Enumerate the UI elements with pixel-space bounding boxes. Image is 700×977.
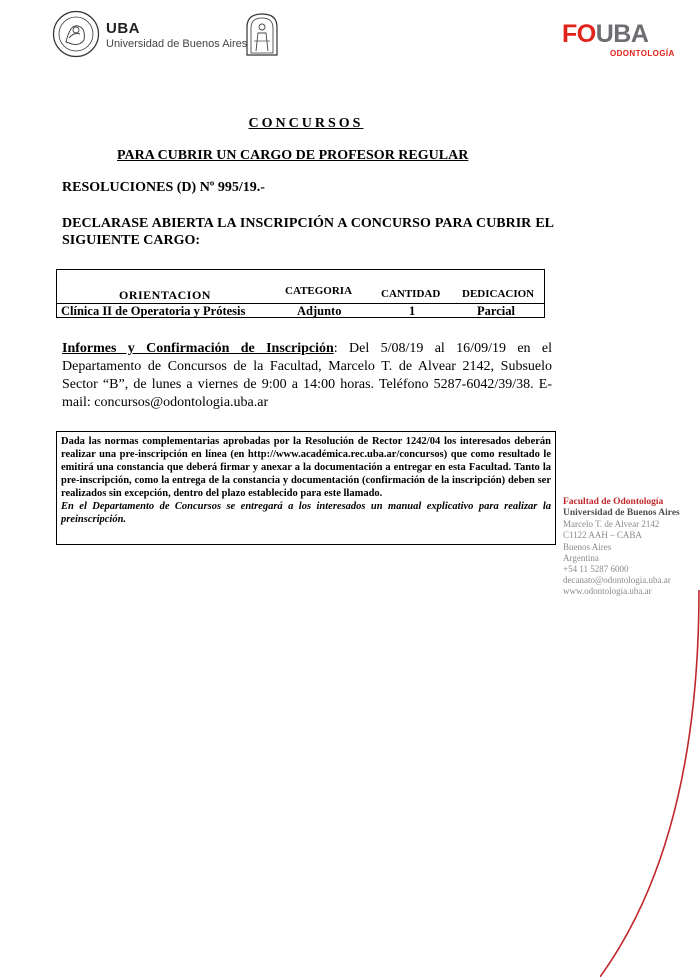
position-table (56, 269, 545, 318)
fo-logo-fo: FO (562, 20, 596, 48)
document-title: CONCURSOS (248, 116, 364, 131)
cell-dedicacion: Parcial (477, 304, 515, 318)
cell-cantidad: 1 (409, 304, 416, 318)
uba-seal-icon (52, 10, 100, 58)
address-city: Buenos Aires (563, 542, 612, 552)
address-street: Marcelo T. de Alvear 2142 (563, 519, 660, 529)
uba-subtitle: Universidad de Buenos Aires (106, 38, 248, 50)
header-orientacion: ORIENTACION (119, 288, 211, 302)
document-subtitle: PARA CUBRIR UN CARGO DE PROFESOR REGULAR (117, 148, 469, 163)
address-universidad: Universidad de Buenos Aires (563, 508, 680, 518)
informes-label: Informes y Confirmación de Inscripción (62, 341, 334, 356)
declaration-text: DECLARASE ABIERTA LA INSCRIPCIÓN A CONCURSO PARA CUBRIR EL SIGUIENTE CARGO: (62, 216, 554, 248)
address-country: Argentina (563, 553, 599, 563)
informes-text: : Del 5/08/19 al 16/09/19 en el Departamento de Concursos de la Facultad, Marcelo T. de Alvear 2142, Subsuelo Sector “B”, de lunes a viernes de 9:00 a 14:00 horas. Teléfono 5287-6042/39/38. E-mail: concursos@odontologia.uba.ar (62, 341, 552, 410)
faculty-emblem-icon (244, 11, 280, 57)
address-facultad: Facultad de Odontología (563, 497, 664, 507)
address-email[interactable]: decanato@odontologia.uba.ar (563, 575, 671, 585)
address-postal: C1122 AAH – CABA (563, 530, 642, 540)
uba-name: UBA (106, 20, 140, 37)
notice-box (56, 431, 556, 545)
informes-paragraph (62, 340, 552, 412)
fo-logo-uba: UBA (595, 20, 649, 48)
decorative-curve (600, 590, 700, 977)
resolution-number: RESOLUCIONES (D) Nº 995/19.- (62, 180, 265, 195)
address-phone: +54 11 5287 6000 (563, 564, 629, 574)
notice-text: Dada las normas complementarias aprobadas por la Resolución de Rector 1242/04 los interesados deberán realizar una pre-inscripción en línea (en http://www.académica.rec.uba.ar/concursos) que como resultado le emitirá una constancia que deberá firmar y anexar a la documentación a entregar en esta Facultad. Tanto la pre-inscripción, como la entrega de la constancia y documentación (confirmación de la inscripción) deben ser realizados sin excepción, dentro del plazo establecido para este llamado. (61, 436, 551, 499)
fo-logo-subtitle: ODONTOLOGÍA (610, 49, 675, 58)
fo-uba-logo (562, 22, 648, 47)
header-dedicacion: DEDICACION (462, 288, 535, 300)
cell-categoria: Adjunto (297, 304, 342, 318)
address-web[interactable]: www.odontologia.uba.ar (563, 586, 652, 596)
header-cantidad: CANTIDAD (381, 288, 441, 300)
header-categoria: CATEGORIA (285, 285, 353, 297)
cell-orientacion: Clínica II de Operatoria y Prótesis (61, 304, 246, 318)
notice-italic: En el Departamento de Concursos se entregará a los interesados un manual explicativo para realizar la preinscripción. (61, 501, 551, 525)
